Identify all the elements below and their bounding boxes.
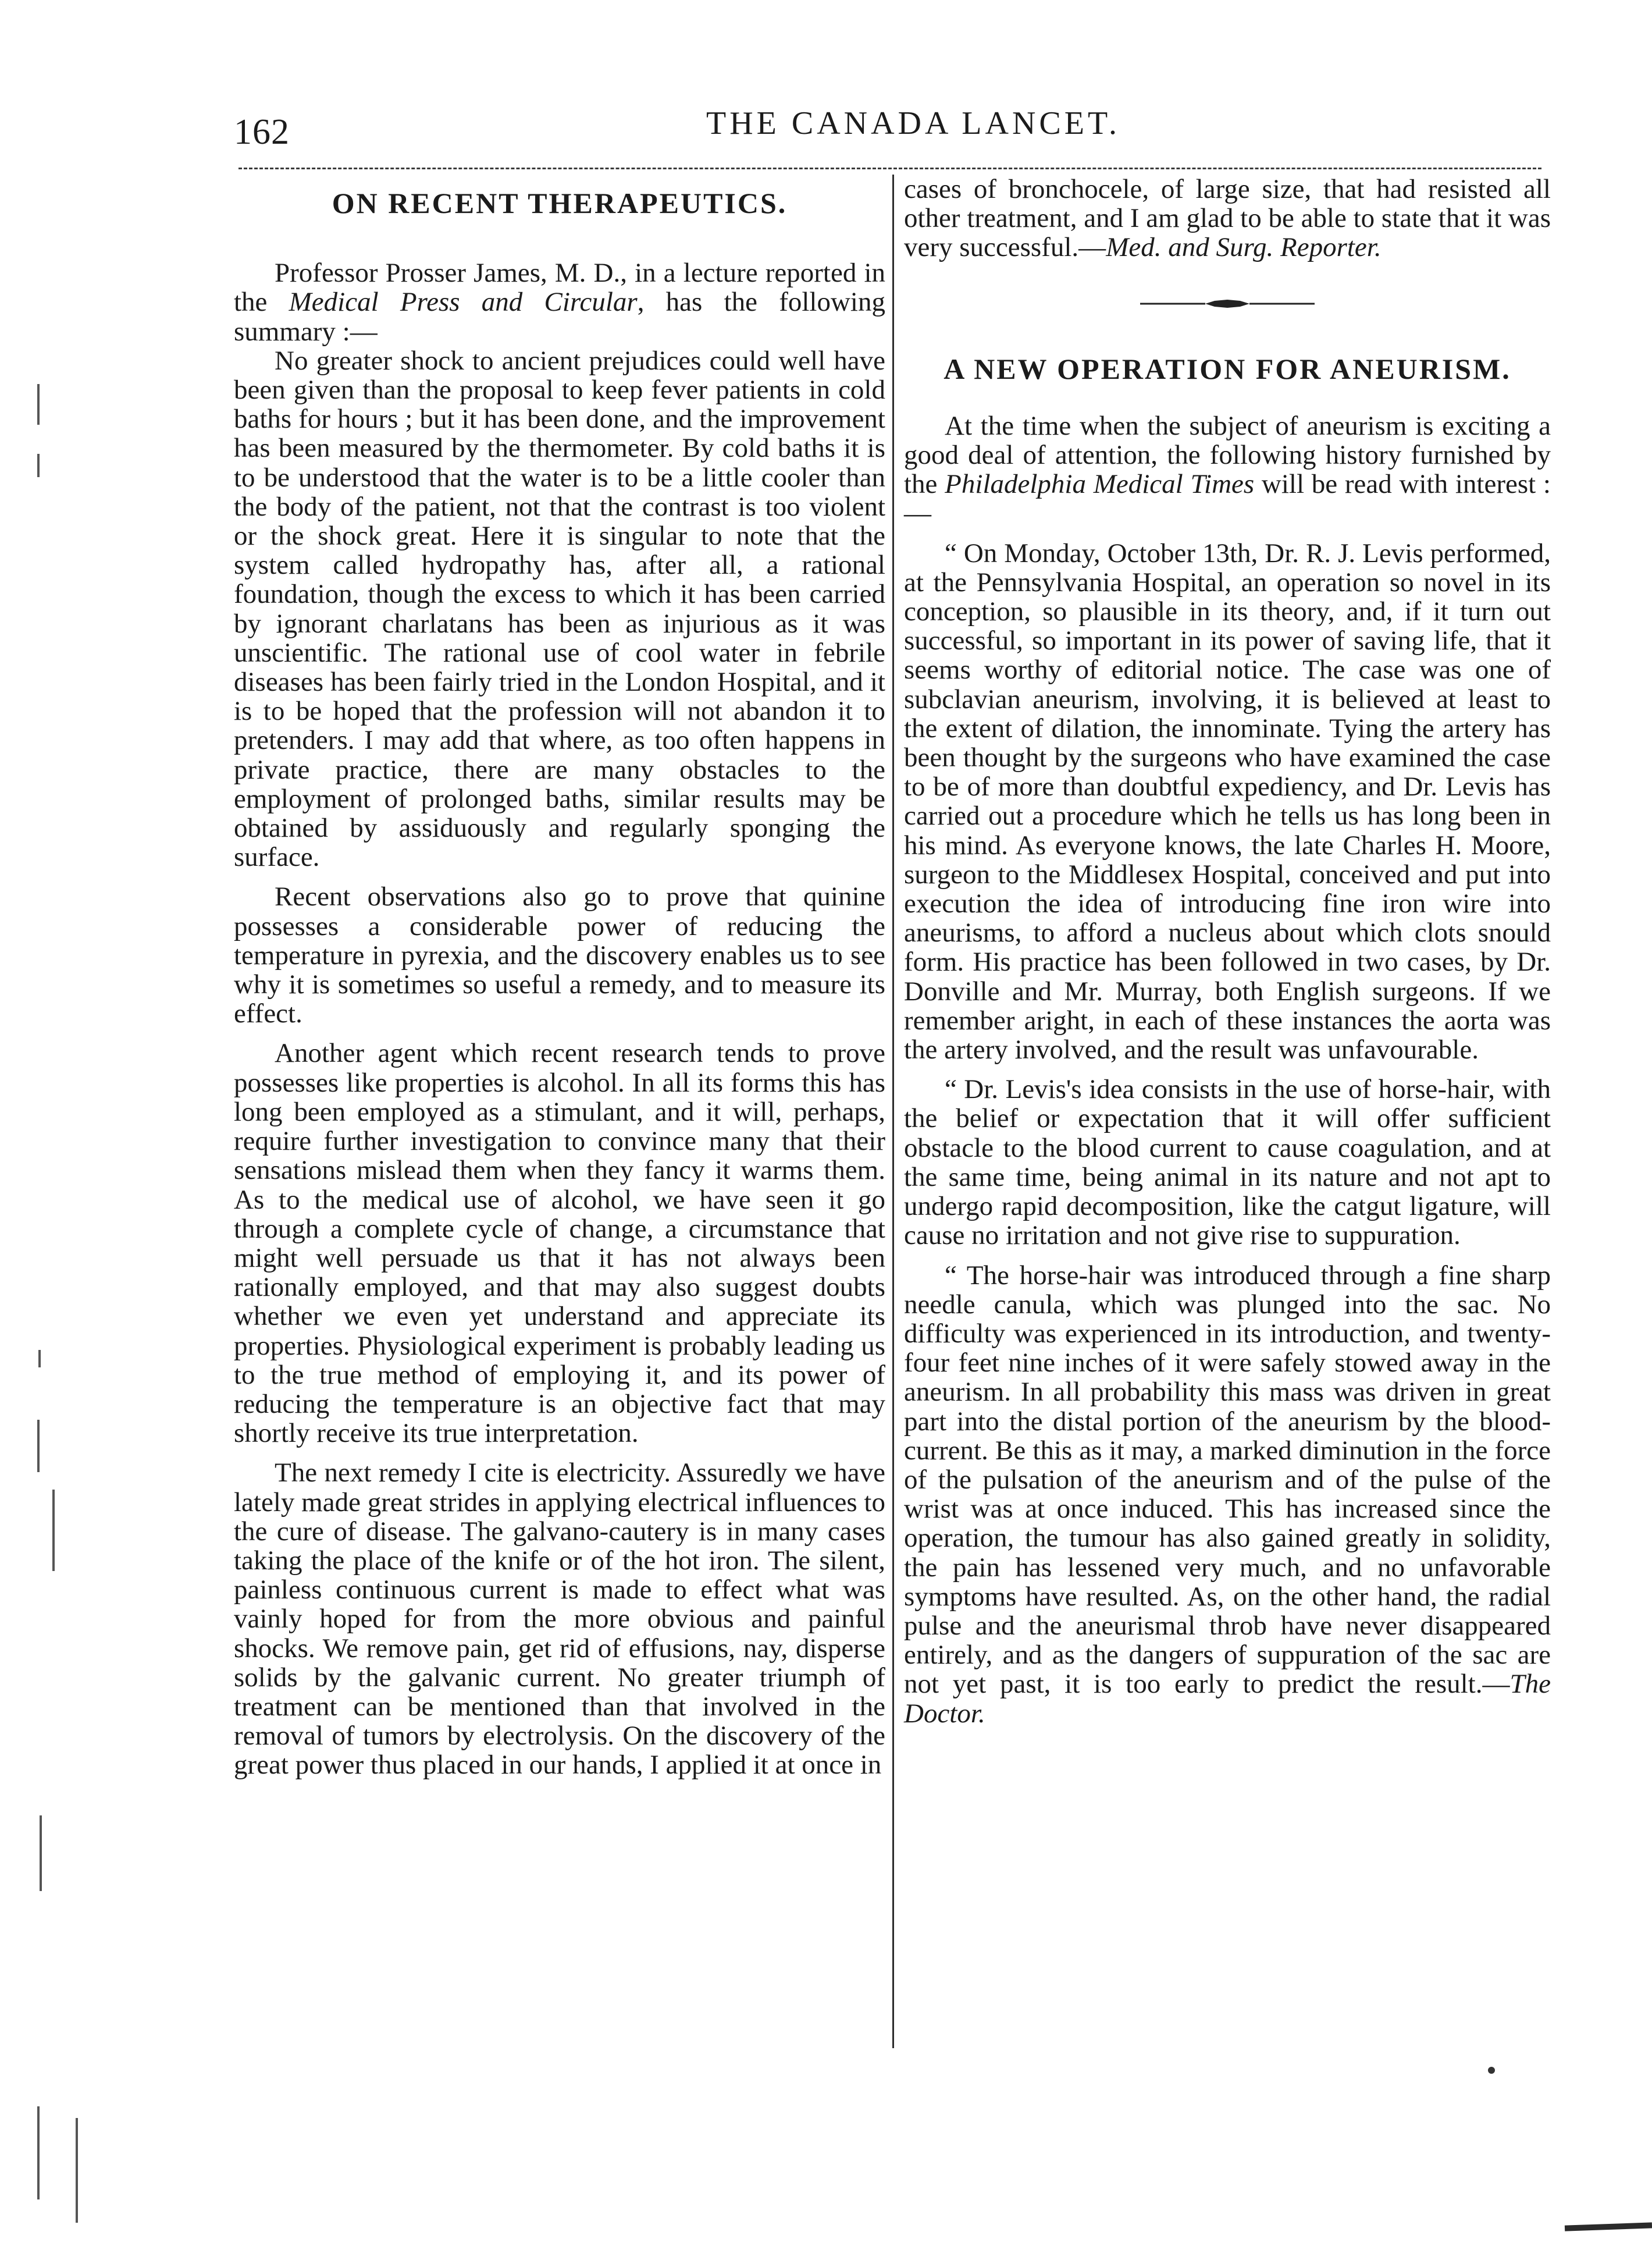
scan-speck [1488,2067,1495,2074]
intro-tail: will be read with interest :— [904,469,1551,529]
final-paragraph-body: “ The horse-hair was introduced through a fine sharp needle canula, which was plunged into the sac. No difficulty was experienced in its introduction, and twenty-four feet nine inches of it were safely stowed away in the aneurism. In all probability this mass was driven in great part into the distal portion of the aneurism by the blood-current. Be this as it may, a marked diminution in the force of the pulsation of the aneurism and of the pulse of the wrist was at once induced. This has increased since the operation, the tumour has also gained greatly in solidity, the pain has lessened very much, and no unfavorable symptoms have resulted. As, on the other hand, the radial pulse and the aneurismal throb have never disappeared entirely, and as the dangers of suppuration of the sac are not yet past, it is too early to predict the result.— [904,1260,1551,1700]
continued-text [904,175,1551,262]
column-divider [892,175,894,2048]
source-citation: The Doctor. [904,1669,1551,1729]
article-heading-aneurism: A NEW OPERATION FOR ANEURISM. [944,352,1511,385]
left-column [234,175,885,1780]
right-column [904,175,1551,1728]
ornament-rule-icon [1140,295,1315,312]
article-heading-therapeutics: ON RECENT THERAPEUTICS. [332,187,788,219]
article-paragraph: “ On Monday, October 13th, Dr. R. J. Levis performed, at the Pennsylvania Hospital, an operation so novel in its conception, so plausible in its theory, and, if it turn out successful, so important in its power of saving life, that it seems worthy of editorial notice. The case was one of subclavian aneurism, involving, it is believed at least to the extent of dilation, the innominate. Tying the artery has been thought by the surgeons who have examined the case to be of more than doubtful expediency, and Dr. Levis has carried out a procedure which he tells us has long been in his mind. As everyone knows, the late Charles H. Moore, surgeon to the Middlesex Hospital, conceived and put into execution the idea of introducing fine iron wire into aneurisms, to afford a nucleus about which clots snould form. His practice has been followed in two cases, by Dr. Donville and Mr. Murray, both English surgeons. If we remember aright, in each of these instances the aorta was the artery involved, and the result was unfavourable. [904,538,1551,1065]
article-intro [234,258,885,346]
article-paragraph-final [904,1261,1551,1728]
source-citation: Philadelphia Medical Times [945,469,1255,500]
header-rule [238,168,1541,169]
article-paragraph: The next remedy I cite is electricity. Assuredly we have lately made great strides in applying electrical influences to the cure of disease. The galvano-cautery is in many cases taking the place of the knife or of the hot iron. The silent, painless continuous current is made to effect what was vainly hoped for from the more obvious and painful shocks. We remove pain, get rid of effusions, nay, disperse solids by the galvanic current. No greater triumph of treatment can be mentioned than that involved in the removal of tumors by electrolysis. On the discovery of the great power thus placed in our hands, I applied it at once in [234,1458,885,1781]
article-paragraph: Another agent which recent research tends to prove possesses like properties is alcohol. In all its forms this has long been employed as a stimulant, and it will, perhaps, require further investigation to convince many that their sensations mislead them when they fancy it warms them. As to the medical use of alcohol, we have seen it go through a complete cycle of change, a circumstance that might well persuade us that it has not always been rationally employed, and that may also suggest doubts whether we even yet understand and appreciate its properties. Physiological experiment is probably leading us to the true method of employing it, and its power of reducing the temperature is an objective fact that may shortly receive its true interpretation. [234,1038,885,1449]
article-intro [904,411,1551,528]
journal-title: THE CANADA LANCET. [706,105,1121,141]
intro-tail: , has the following summary :— [234,287,885,347]
page-number: 162 [234,112,290,152]
article-paragraph: Recent observations also go to prove that quinine possesses a considerable power of reducing the temperature in pyrexia, and the discovery enables us to see why it is sometimes so useful a remedy, and to measure its effect. [234,882,885,1029]
section-ornament [904,295,1551,312]
source-citation: Medical Press and Circular [289,287,638,318]
intro-lead: Professor Prosser James, M. D., in a lecture reported in the [234,258,885,318]
article-body-therapeutics [234,258,885,1779]
scan-edge-mark [1565,2222,1652,2231]
continuation-body: cases of bronchocele, of large size, that had resisted all other treatment, and I am glad to be able to state that it was very successful.— [904,174,1551,263]
source-citation: Med. and Surg. Reporter. [1106,232,1382,263]
article-paragraph: “ Dr. Levis's idea consists in the use of horse-hair, with the belief or expectation that it will offer sufficient obstacle to the blood current to cause coagulation, and at the same time, being animal in its nature and not apt to undergo rapid decomposition, like the catgut ligature, will cause no irritation and not give rise to suppuration. [904,1074,1551,1251]
intro-lead: At the time when the subject of aneurism is exciting a good deal of attention, the following history furnished by the [904,410,1551,500]
article-paragraph: No greater shock to ancient prejudices could well have been given than the proposal to keep fever patients in cold baths for hours ; but it has been done, and the improvement has been measured by the thermometer. By cold baths it is to be understood that the water is to be a little cooler than the body of the patient, not that the contrast is too violent or the shock great. Here it is singular to note that the system called hydropathy has, after all, a rational foundation, though the excess to which it has been carried by ignorant charlatans has been as injurious as it was unscientific. The rational use of cool water in febrile diseases has been fairly tried in the London Hospital, and it is to be hoped that the profession will not abandon it to pretenders. I may add that where, as too often happens in private practice, there are many obstacles to the employment of prolonged baths, similar results may be obtained by assiduously and regularly sponging the surface. [234,345,885,873]
continuation-paragraph [904,175,1551,262]
article-body-aneurism [904,411,1551,1728]
